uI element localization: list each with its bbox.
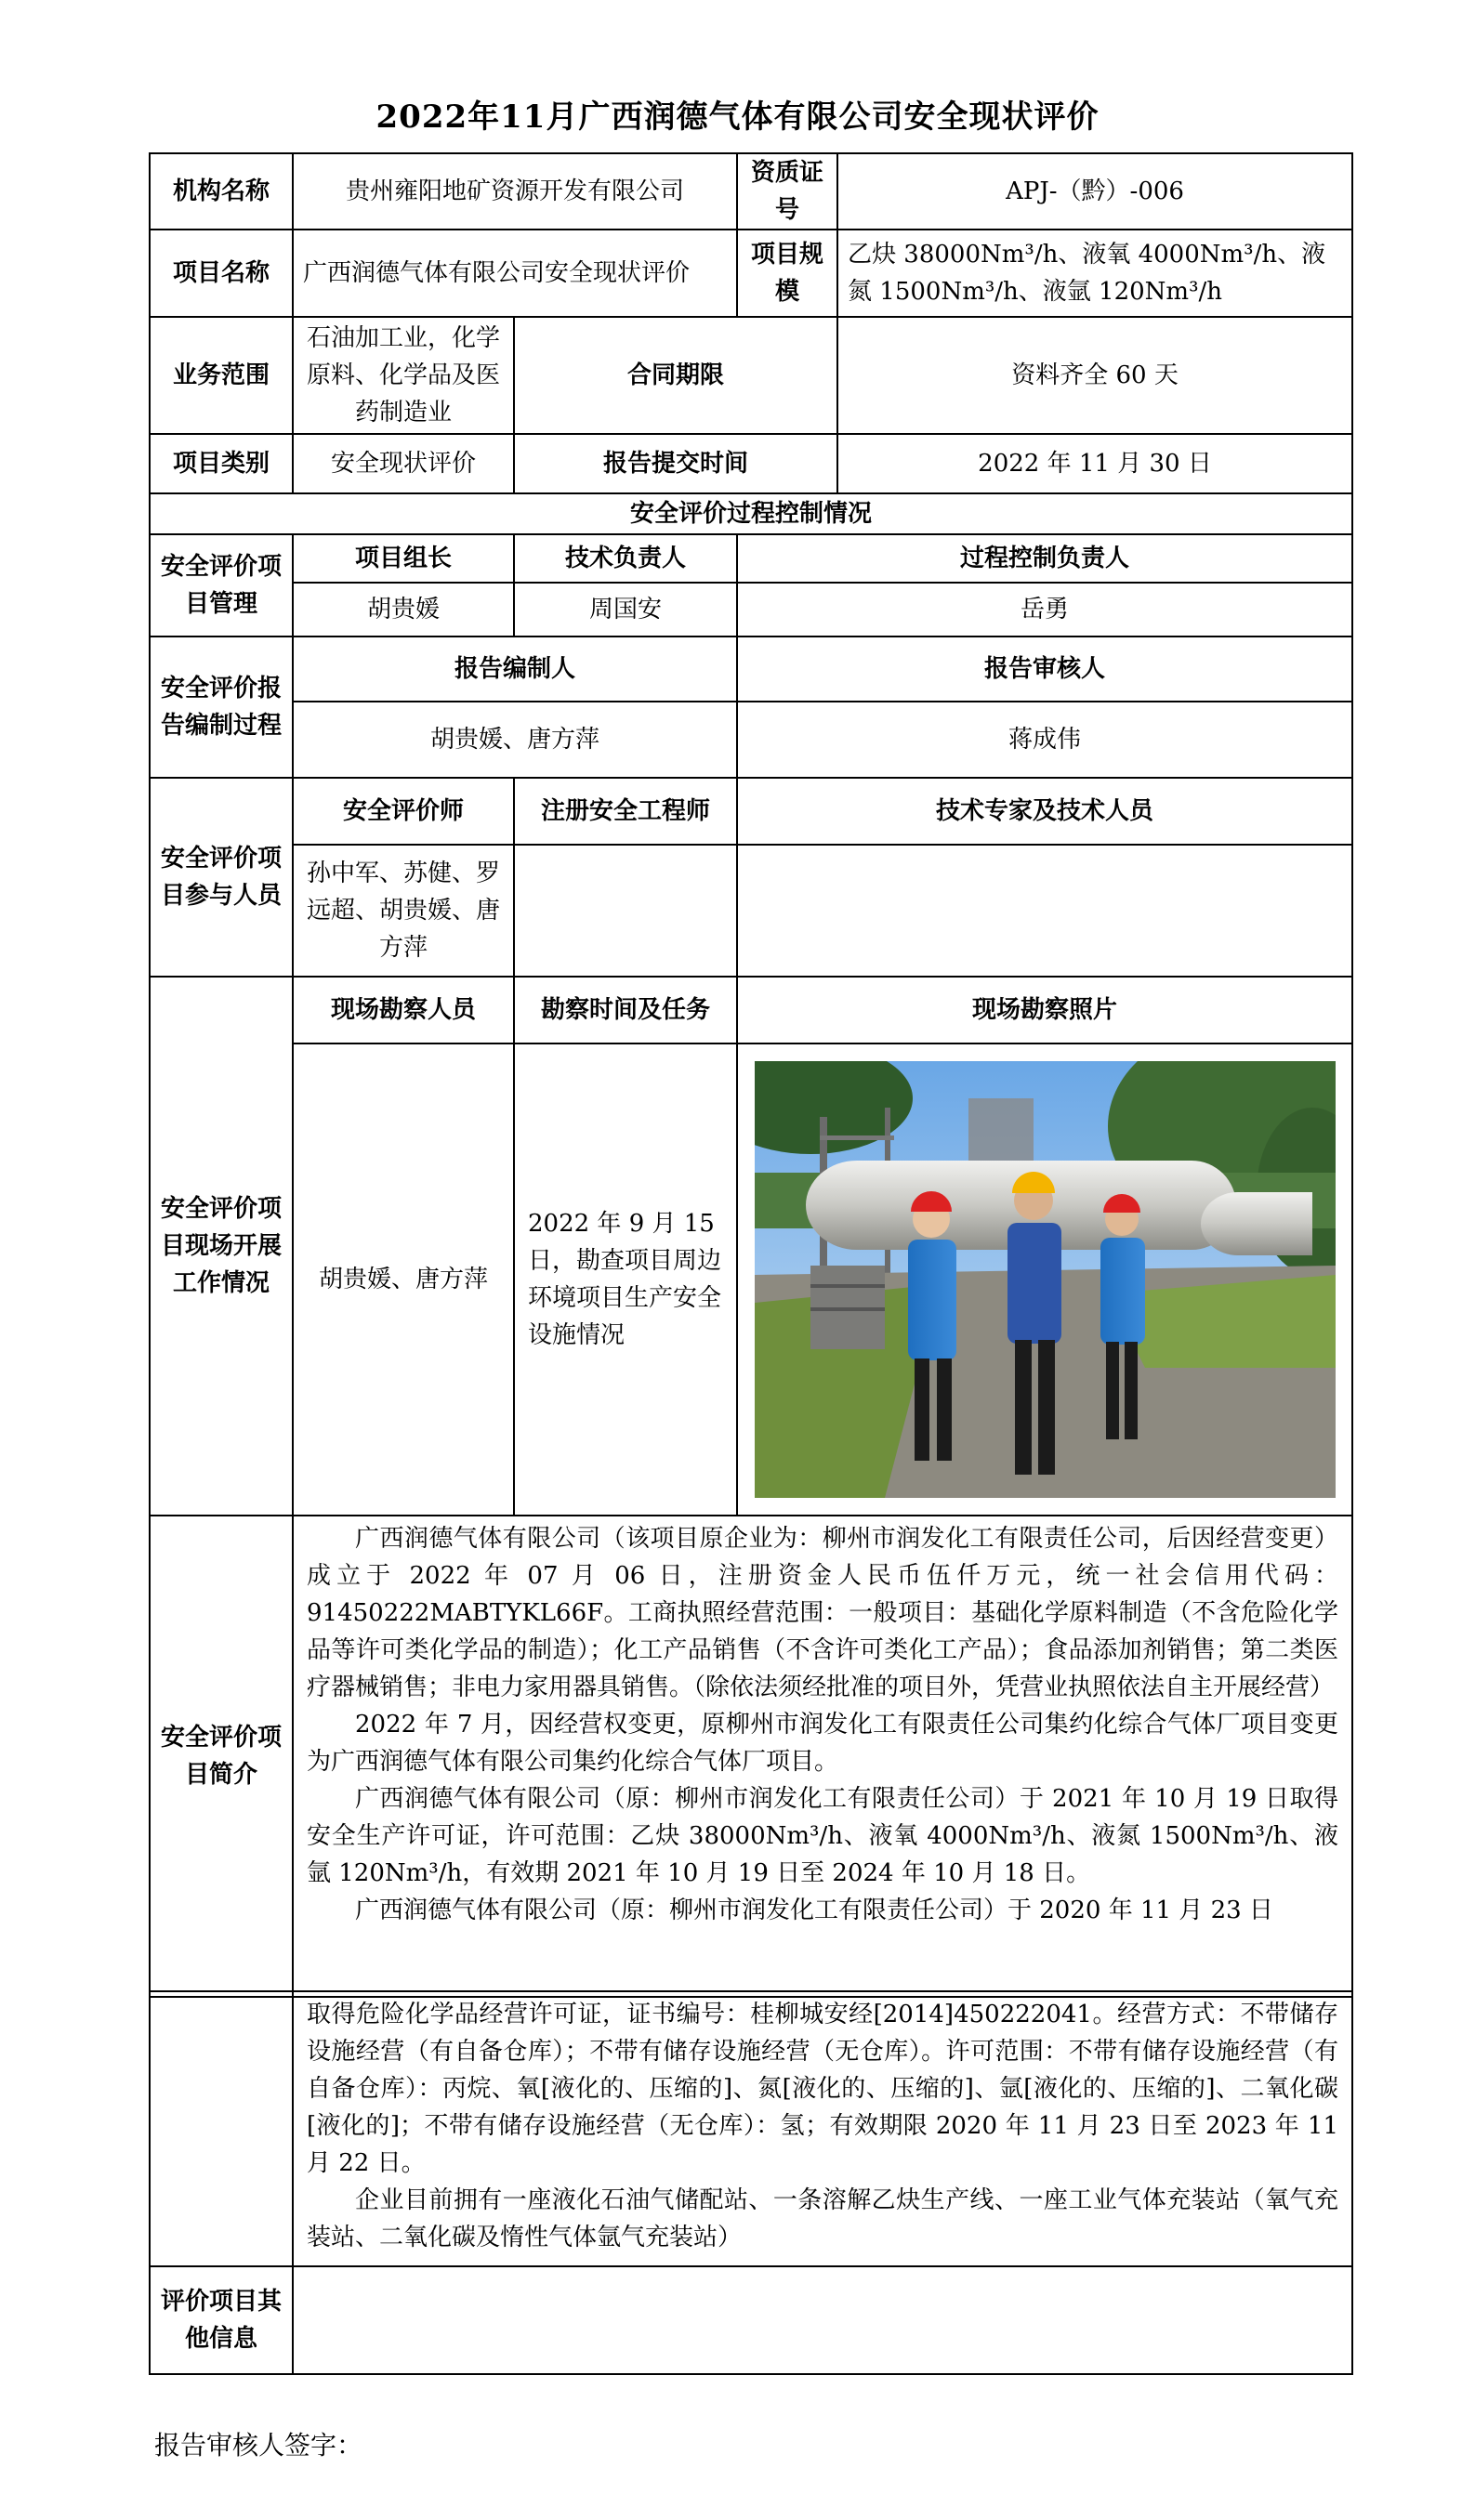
survey-label: 安全评价项目现场开展工作情况	[150, 977, 293, 1516]
management-tech: 周国安	[514, 583, 737, 637]
row-project	[150, 230, 1352, 317]
other-info-label: 评价项目其他信息	[150, 2266, 293, 2374]
row-intro-continued	[150, 1991, 1352, 2266]
org-value: 贵州雍阳地矿资源开发有限公司	[293, 153, 737, 230]
scope-value: 石油加工业，化学原料、化学品及医药制造业	[293, 317, 514, 434]
management-header-process: 过程控制负责人	[737, 534, 1352, 583]
survey-task: 2022 年 9 月 15 日，勘查项目周边环境项目生产安全设施情况	[514, 1043, 737, 1516]
scope-label: 业务范围	[150, 317, 293, 434]
staff-header-engineer: 注册安全工程师	[514, 778, 737, 845]
compile-header-author: 报告编制人	[293, 637, 737, 702]
compile-label: 安全评价报告编制过程	[150, 637, 293, 778]
term-value: 资料齐全 60 天	[837, 317, 1352, 434]
term-label: 合同期限	[514, 317, 837, 434]
document-title: 2022年11月广西润德气体有限公司安全现状评价	[375, 98, 1100, 136]
project-value: 广西润德气体有限公司安全现状评价	[293, 230, 737, 317]
survey-staff: 胡贵媛、唐方萍	[293, 1043, 514, 1516]
row-scope	[150, 317, 1352, 434]
intro-label: 安全评价项目简介	[150, 1516, 293, 1997]
row-compile-values	[150, 702, 1352, 778]
staff-experts	[737, 845, 1352, 977]
compile-header-reviewer: 报告审核人	[737, 637, 1352, 702]
project-label: 项目名称	[150, 230, 293, 317]
site-survey-photo	[755, 1061, 1336, 1498]
row-type	[150, 434, 1352, 493]
management-process: 岳勇	[737, 583, 1352, 637]
survey-header-staff: 现场勘察人员	[293, 977, 514, 1043]
row-management-values	[150, 583, 1352, 637]
compile-reviewer: 蒋成伟	[737, 702, 1352, 778]
site-photo-illustration	[755, 1061, 1336, 1498]
evaluation-table	[149, 152, 1353, 1998]
staff-header-assessor: 安全评价师	[293, 778, 514, 845]
row-survey-header	[150, 977, 1352, 1043]
row-section-title	[150, 493, 1352, 534]
row-other-info	[150, 2266, 1352, 2374]
management-header-leader: 项目组长	[293, 534, 514, 583]
scale-label: 项目规模	[737, 230, 837, 317]
row-intro	[150, 1516, 1352, 1997]
staff-assessors: 孙中军、苏健、罗远超、胡贵媛、唐方萍	[293, 845, 514, 977]
intro-paragraph-1: 广西润德气体有限公司（该项目原企业为：柳州市润发化工有限责任公司，后因经营变更）成立于 2022 年 07 月 06 日，注册资金人民币伍仟万元，统一社会信用代码：91450222MABTYKL66F。工商执照经营范围：一般项目：基础化学原料制造（不含危险化学品等许可类化学品的制造）；化工产品销售（不含许可类化工产品）；食品添加剂销售；第二类医疗器械销售；非电力家用器具销售。（除依法须经批准的项目外，凭营业执照依法自主开展经营）	[307, 1525, 1339, 1701]
type-value: 安全现状评价	[293, 434, 514, 493]
staff-header-expert: 技术专家及技术人员	[737, 778, 1352, 845]
survey-photo-cell	[737, 1043, 1352, 1516]
intro-paragraph-4: 广西润德气体有限公司（原：柳州市润发化工有限责任公司）于 2020 年 11 月 23 日	[355, 1897, 1273, 1924]
type-label: 项目类别	[150, 434, 293, 493]
row-survey-values	[150, 1043, 1352, 1516]
row-management-header	[150, 534, 1352, 583]
cert-label: 资质证号	[737, 153, 837, 230]
org-label: 机构名称	[150, 153, 293, 230]
intro-body-page2	[293, 1991, 1352, 2266]
row-compile-header	[150, 637, 1352, 702]
staff-engineers	[514, 845, 737, 977]
row-staff-values	[150, 845, 1352, 977]
management-leader: 胡贵媛	[293, 583, 514, 637]
intro-paragraph-6: 企业目前拥有一座液化石油气储配站、一条溶解乙炔生产线、一座工业气体充装站（氧气充装站、二氧化碳及惰性气体氩气充装站）	[307, 2186, 1338, 2251]
intro-paragraph-5: 取得危险化学品经营许可证，证书编号：桂柳城安经[2014]450222041。经营方式：不带储存设施经营（有自备仓库）；不带有储存设施经营（无仓库）。许可范围：不带有储存设施经营（有自备仓库）：丙烷、氧[液化的、压缩的]、氮[液化的、压缩的]、氩[液化的、压缩的]、二氧化碳[液化的]；不带有储存设施经营（无仓库）：氢；有效期限 2020 年 11 月 23 日至 2023 年 11 月 22 日。	[307, 2001, 1338, 2177]
intro-paragraph-3: 广西润德气体有限公司（原：柳州市润发化工有限责任公司）于 2021 年 10 月 19 日取得安全生产许可证，许可范围：乙炔 38000Nm³/h、液氧 4000Nm³/h、液氮 1500Nm³/h、液氩 120Nm³/h，有效期 2021 年 10 月 19 日至 2024 年 10 月 18 日。	[307, 1785, 1339, 1887]
intro-paragraph-2: 2022 年 7 月，因经营权变更，原柳州市润发化工有限责任公司集约化综合气体厂项目变更为广西润德气体有限公司集约化综合气体厂项目。	[307, 1711, 1339, 1776]
compile-author: 胡贵媛、唐方萍	[293, 702, 737, 778]
survey-header-photo: 现场勘察照片	[737, 977, 1352, 1043]
evaluation-table-continued	[149, 1990, 1353, 2375]
date-value: 2022 年 11 月 30 日	[837, 434, 1352, 493]
management-header-tech: 技术负责人	[514, 534, 737, 583]
reviewer-signature-label: 报告审核人签字：	[154, 2430, 363, 2461]
intro-body-page1	[293, 1516, 1352, 1997]
survey-header-time: 勘察时间及任务	[514, 977, 737, 1043]
section-title: 安全评价过程控制情况	[150, 493, 1352, 534]
cert-value: APJ-（黔）-006	[837, 153, 1352, 230]
staff-label: 安全评价项目参与人员	[150, 778, 293, 977]
management-label: 安全评价项目管理	[150, 534, 293, 637]
date-label: 报告提交时间	[514, 434, 837, 493]
intro-label-blank	[150, 1991, 293, 2266]
scale-value: 乙炔 38000Nm³/h、液氧 4000Nm³/h、液氮 1500Nm³/h、液氩 120Nm³/h	[837, 230, 1352, 317]
other-info-value	[293, 2266, 1352, 2374]
row-staff-header	[150, 778, 1352, 845]
row-organization	[150, 153, 1352, 230]
